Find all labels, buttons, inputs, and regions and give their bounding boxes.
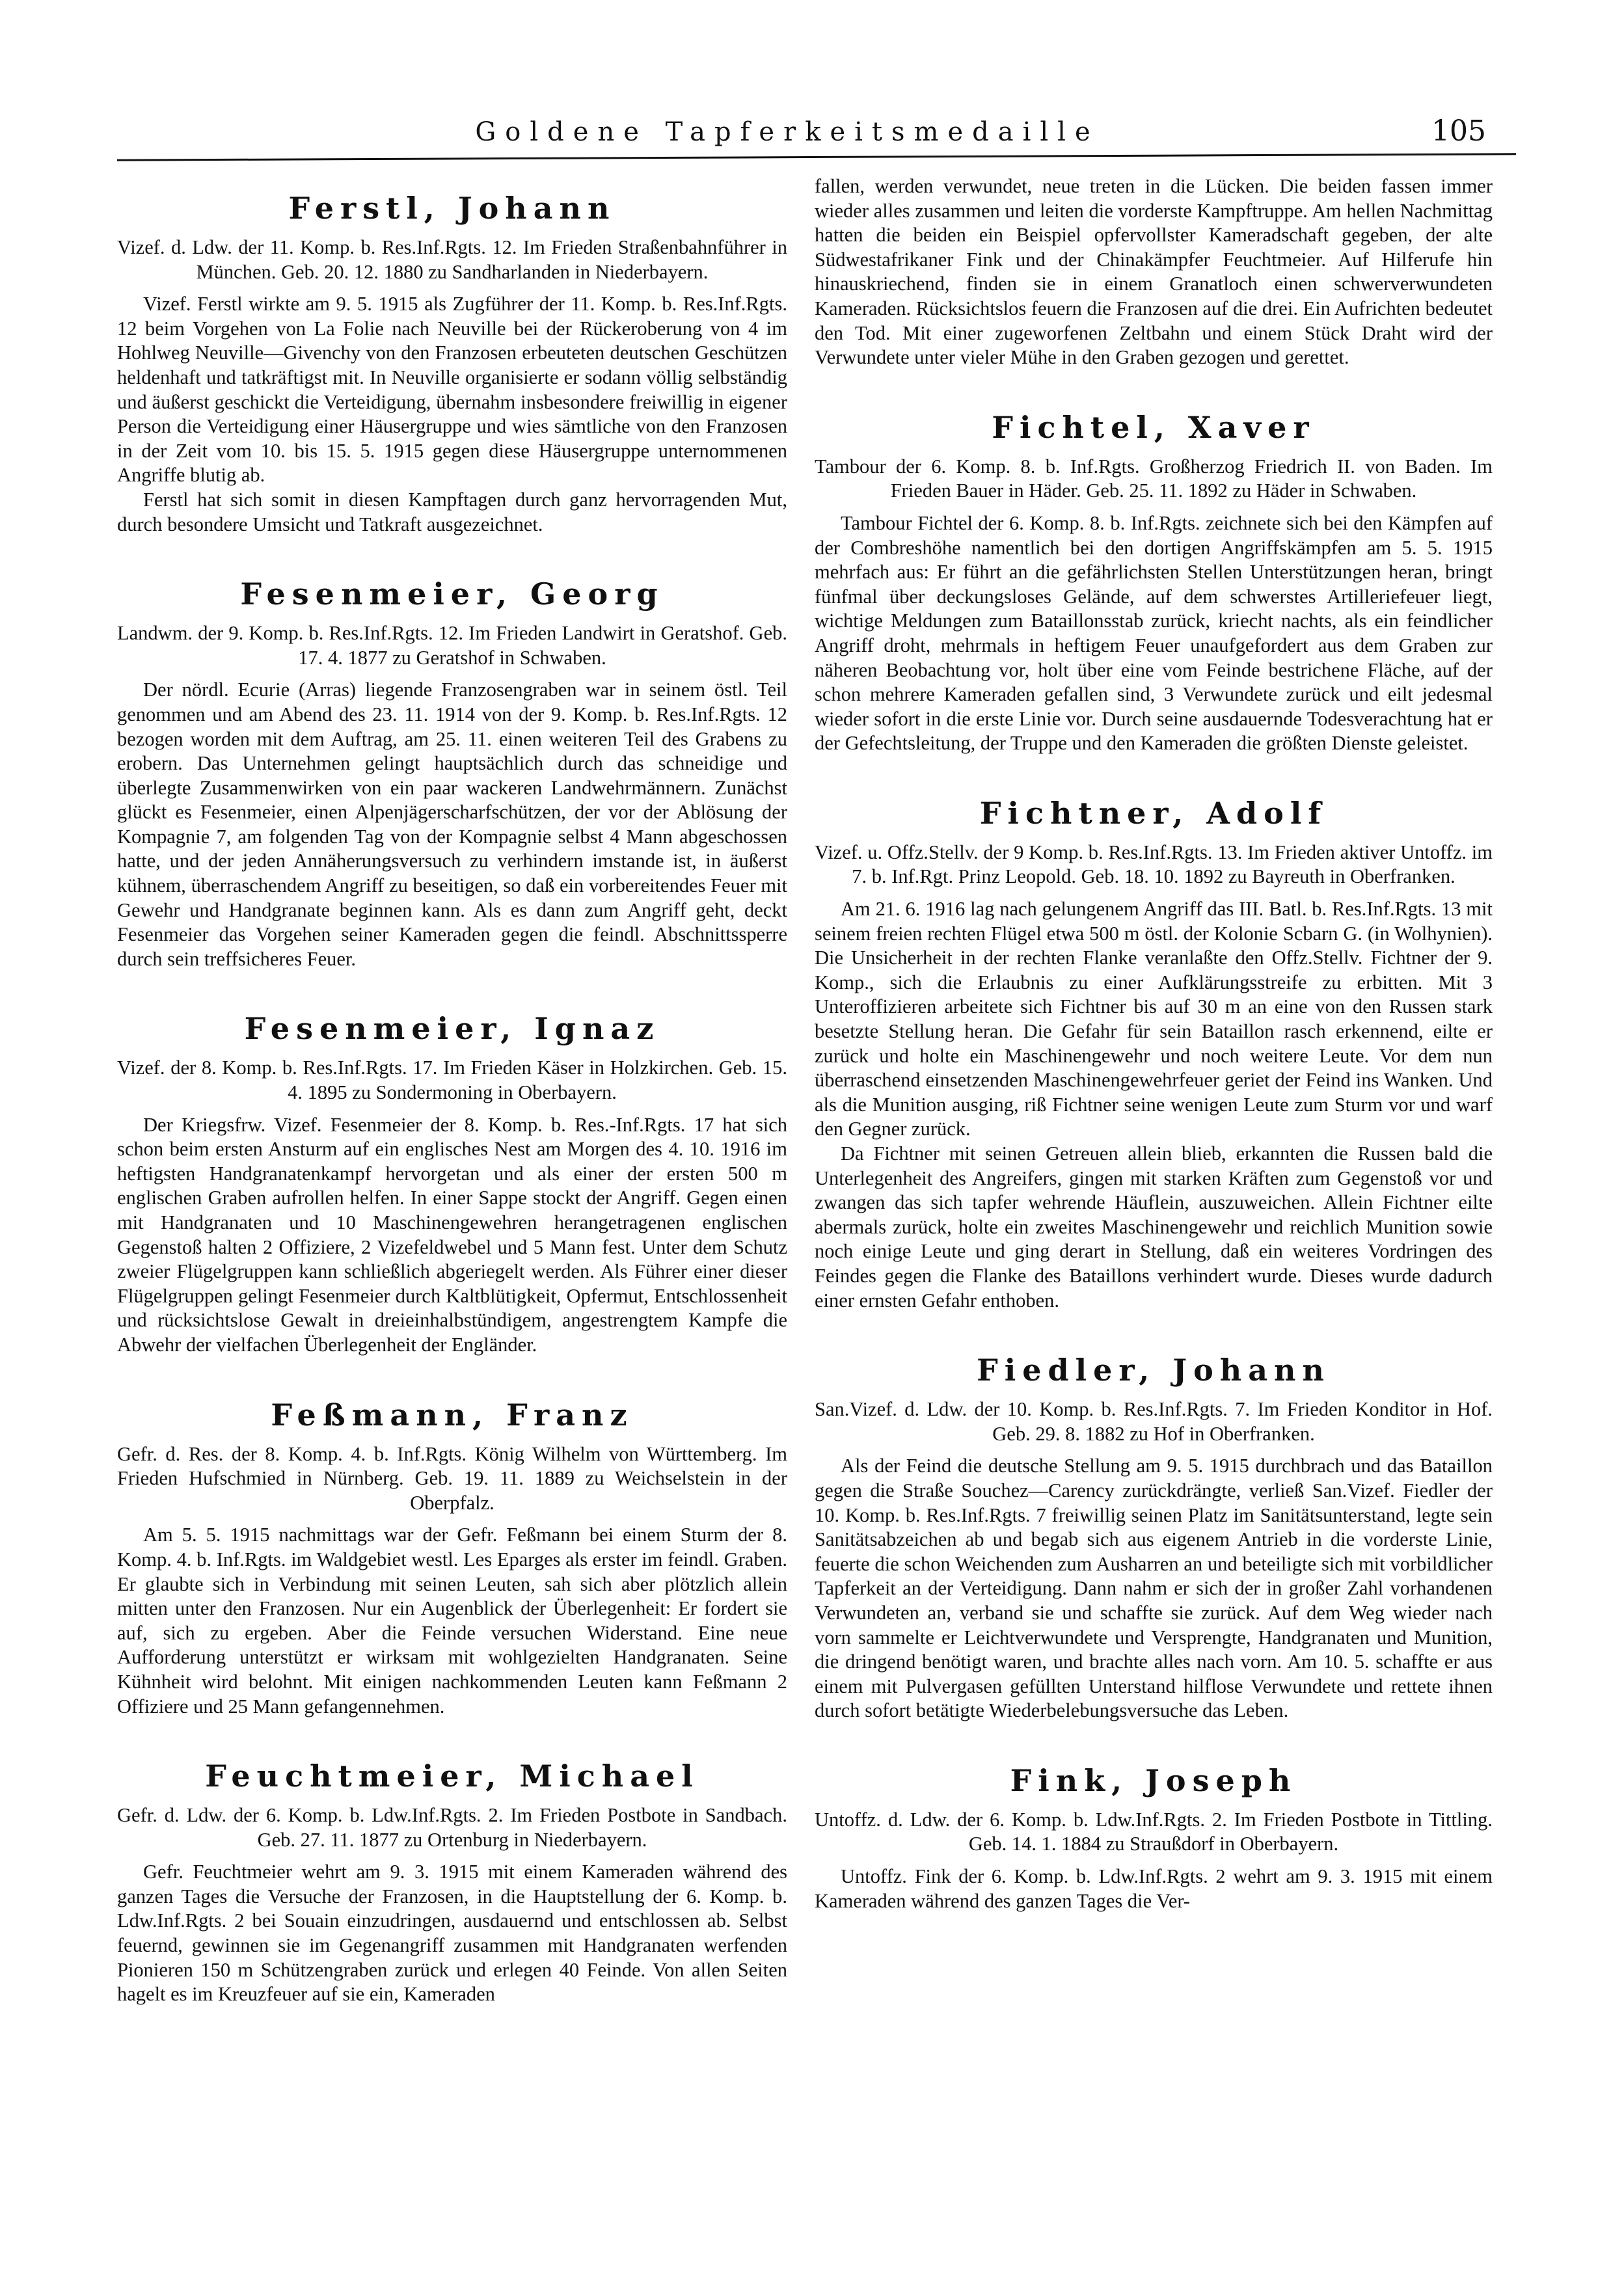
entry-paragraph: Da Fichtner mit seinen Getreuen allein blieb, erkannten die Russen bald die Unterlegenheit des Angreifers, gingen mit starken Kräften zum Gegenstoß vor und zwangen das sich tapfer wehrende Häuflein, auszuweichen. Allein Fichtner eilte abermals zurück, holte ein zweites Maschinengewehr und reichlich Munition sowie noch einige Leute und ging derart in Stellung, daß ein weiteres Vordringen des Feindes gegen die Flanke des Bataillons verhindert wurde. Dieses wurde dadurch einer ernsten Gefahr enthoben. — [815, 1142, 1493, 1312]
entry-info: Untoffz. d. Ldw. der 6. Komp. b. Ldw.Inf.Rgts. 2. Im Frieden Postbote in Tittling. Geb. 14. 1. 1884 zu Straußdorf in Oberbayern. — [815, 1808, 1493, 1855]
entry-name: Ferstl, Johann — [288, 191, 616, 226]
entry-info: Vizef. der 8. Komp. b. Res.Inf.Rgts. 17. Im Frieden Käser in Holzkirchen. Geb. 15. 4. 1895 zu Sondermoning in Oberbayern. — [117, 1057, 787, 1104]
entry-info: San.Vizef. d. Ldw. der 10. Komp. b. Res.Inf.Rgts. 7. Im Frieden Konditor in Hof. Geb. 29. 8. 1882 zu Hof in Oberfranken. — [815, 1398, 1493, 1445]
entry-fichtel — [815, 408, 1493, 756]
header-rule — [117, 153, 1516, 161]
page-number: 105 — [1431, 114, 1486, 148]
entry-fesenmeier-ignaz — [117, 1009, 787, 1357]
entry-ferstl — [117, 189, 787, 537]
entry-fichtner — [815, 794, 1493, 1313]
entry-paragraph: Untoffz. Fink der 6. Komp. b. Ldw.Inf.Rgts. 2 wehrt am 9. 3. 1915 mit einem Kameraden während des ganzen Tages die Ver- — [815, 1865, 1493, 1912]
entry-name: Fiedler, Johann — [977, 1353, 1331, 1388]
entry-fesenmeier-georg — [117, 574, 787, 971]
entry-name: Fichtel, Xaver — [992, 409, 1316, 445]
entry-info: Tambour der 6. Komp. 8. b. Inf.Rgts. Großherzog Friedrich II. von Baden. Im Frieden Bauer in Häder. Geb. 25. 11. 1892 zu Häder in Schwaben. — [815, 455, 1493, 502]
entry-name: Feßmann, Franz — [271, 1397, 634, 1433]
continued-paragraph: fallen, werden verwundet, neue treten in die Lücken. Die beiden fassen immer wieder alles zusammen und leiten die vorderste Kampftruppe. Am hellen Nachmittag hatten die beiden ein Beispiel opfervollster Kameradschaft gegeben, der alte Südwestafrikaner Fink und der Chinakämpfer Feuchtmeier. Auf Hilferufe hin hinauskriechend, finden sie in einem Granatloch einen schwerverwundeten Kameraden. Rücksichtslos feuern die Franzosen auf die drei. Ein Aufrichten bedeutet den Tod. Mit einer zugeworfenen Zeltbahn und einem Stück Draht wird der Verwundete unter vieler Mühe in den Graben gezogen und gerettet. — [815, 175, 1493, 369]
entry-paragraph: Am 21. 6. 1916 lag nach gelungenem Angriff das III. Batl. b. Res.Inf.Rgts. 13 mit seinem freien rechten Flügel etwa 500 m östl. der Kolonie Scbarn G. (in Wolhynien). Die Unsicherheit in der rechten Flanke veranlaßte den Offz.Stellv. Fichtner der 9. Komp., sich die Erlaubnis zu einer Aufklärungsstreife zu erbitten. Mit 3 Unteroffizieren arbeitete sich Fichtner bis auf 30 m an eine von den Russen stark besetzte Stellung heran. Die Gefahr für sein Bataillon rasch erkennend, eilte er zurück und holte ein Maschinengewehr und noch weitere Leute. Vor dem nun überraschend einsetzenden Maschinengewehrfeuer geriet der Feind ins Wanken. Und als die Munition ausging, riß Fichtner seine wenigen Leute zum Sturm vor und warf den Gegner zurück. — [815, 898, 1493, 1140]
entry-info: Vizef. d. Ldw. der 11. Komp. b. Res.Inf.Rgts. 12. Im Frieden Straßenbahnführer in München. Geb. 20. 12. 1880 zu Sandharlanden in Niederbayern. — [117, 236, 787, 283]
entry-name: Fesenmeier, Ignaz — [244, 1011, 660, 1047]
entry-paragraph: Als der Feind die deutsche Stellung am 9. 5. 1915 durchbrach und das Bataillon gegen die Straße Souchez—Carency zurückdrängte, verließ San.Vizef. Fiedler der 10. Komp. b. Res.Inf.Rgts. 7 freiwillig seinen Platz im Sanitätsunterstand, legte sein Sanitätsabzeichen ab und begab sich aus eigenem Antrieb in die vorderste Linie, feuerte die schon Weichenden zum Ausharren an und beteiligte sich mit vorbildlicher Tapferkeit an der Verteidigung. Dann nahm er sich der in großer Zahl vorhandenen Verwundeten an, verband sie und schaffte sie zurück. Auf dem Weg wieder nach vorn sammelte er Leichtverwundete und Versprengte, Handgranaten und Munition, die dringend benötigt waren, und brachte alles nach vorn. Am 10. 5. schaffte er aus einem mit Pulvergasen gefüllten Unterstand hilflose Verwundete und rettete ihnen durch sofort betätigte Wiederbelebungsversuche das Leben. — [815, 1455, 1493, 1722]
entry-fink — [815, 1761, 1493, 1913]
entry-info: Gefr. d. Ldw. der 6. Komp. b. Ldw.Inf.Rgts. 2. Im Frieden Postbote in Sandbach. Geb. 27. 11. 1877 zu Ortenburg in Niederbayern. — [117, 1804, 787, 1851]
entry-info: Gefr. d. Res. der 8. Komp. 4. b. Inf.Rgts. König Wilhelm von Württemberg. Im Frieden Hufschmied in Nürnberg. Geb. 19. 11. 1889 zu Weichselstein in der Oberpfalz. — [117, 1442, 787, 1514]
running-header: Goldene Tapferkeitsmedaille — [475, 117, 1100, 147]
entry-name: Fink, Joseph — [1010, 1762, 1297, 1798]
entry-fiedler — [815, 1351, 1493, 1723]
entry-paragraph: Tambour Fichtel der 6. Komp. 8. b. Inf.Rgts. zeichnete sich bei den Kämpfen auf der Combreshöhe namentlich bei den dortigen Angriffskämpfen am 5. 5. 1915 mehrfach aus: Er führt an die gefährlichsten Stellen Unterstützungen heran, bringt fünfmal über deckungsloses Gelände, auf dem schwerstes Artilleriefeuer liegt, wichtige Meldungen zum Bataillonsstab zurück, kriecht nachts, als ein feindlicher Angriff droht, mehrmals in heftigem Feuer unaufgefordert aus dem Graben zur näheren Beobachtung vor, holt über eine vom Feinde bestrichene Fläche, auf der schon mehrere Kameraden gefallen sind, 3 Verwundete zurück und eilt jedesmal wieder sofort in die erste Linie vor. Durch seine ausdauernde Todesverachtung hat er der Gefechtsleitung, der Truppe und den Kameraden die größten Dienste geleistet. — [815, 511, 1493, 755]
entry-feuchtmeier — [117, 1757, 787, 2007]
entry-paragraph: Der nördl. Ecurie (Arras) liegende Franzosengraben war in seinem östl. Teil genommen und am Abend des 23. 11. 1914 von der 9. Komp. b. Res.Inf.Rgts. 12 bezogen worden mit dem Auftrag, am 25. 11. einen weiteren Teil des Grabens zu erobern. Das Unternehmen gelingt hauptsächlich durch das schneidige und überlegte Zusammenwirken von ein paar wackeren Landwehrmännern. Zunächst glückt es Fesenmeier, einen Alpenjägerscharfschützen, der vor der Ablösung der Kompagnie 7, am folgenden Tag von der Kompagnie selbst 4 Mann abgeschossen hatte, und der jeden Annäherungsversuch zu verhindern imstande ist, in äußerst kühnem, überraschendem Angriff zu beseitigen, so daß ein vorbereitendes Feuer mit Gewehr und Handgranate beginnen kann. Als es dann zum Angriff geht, deckt Fesenmeier das Vorgehen seiner Kameraden gegen die feindl. Abschnittssperre durch sein treffsicheres Feuer. — [117, 679, 787, 970]
entry-name: Fesenmeier, Georg — [240, 576, 664, 612]
entry-paragraph: Am 5. 5. 1915 nachmittags war der Gefr. Feßmann bei einem Sturm der 8. Komp. 4. b. Inf.Rgts. im Waldgebiet westl. Les Eparges als erster im feindl. Graben. Er glaubte sich in Verbindung mit seinen Leuten, sah sich aber plötzlich allein mitten unter den Franzosen. Nur ein Augenblick der Überlegenheit: Er fordert sie auf, sich zu ergeben. Aber die Feinde versuchen Widerstand. Eine neue Aufforderung unterstützt er wirksam mit wohlgezielten Handgranaten. Seine Kühnheit wird belohnt. Mit einigen nachkommenden Leuten kann Feßmann 2 Offiziere und 25 Mann gefangennehmen. — [117, 1524, 787, 1717]
entry-paragraph: Vizef. Ferstl wirkte am 9. 5. 1915 als Zugführer der 11. Komp. b. Res.Inf.Rgts. 12 beim Vorgehen von La Folie nach Neuville bei der Rückeroberung von 4 im Hohlweg Neuville—Givenchy von den Franzosen erbeuteten deutschen Geschützen heldenhaft und tatkräftigst mit. In Neuville organisierte er sodann völlig selbständig und äußerst geschickt die Verteidigung, übernahm insbesondere freiwillig in eigener Person die Verteidigung einer Häusergruppe und wies sämtliche von den Franzosen in der Zeit vom 10. bis 15. 5. 1915 gegen diese Häusergruppe unternommenen Angriffe blutig ab. — [117, 293, 787, 487]
entry-paragraph: Der Kriegsfrw. Vizef. Fesenmeier der 8. Komp. b. Res.-Inf.Rgts. 17 hat sich schon beim ersten Ansturm auf ein englisches Nest am Morgen des 4. 10. 1916 im heftigsten Handgranatenkampf hervorgetan und als einer der ersten 500 m englischen Graben aufrollen helfen. In einer Sappe stockt der Angriff. Gegen einen mit Handgranaten und 10 Maschinengewehren herangetragenen englischen Gegenstoß halten 2 Offiziere, 2 Vizefeldwebel und 5 Mann fest. Unter dem Schutz zweier Flügelgruppen kann schließlich abgeriegelt werden. Als Führer einer dieser Flügelgruppen gelingt Fesenmeier durch Kaltblütigkeit, Opfermut, Entschlossenheit und rücksichtslose Gewalt in dreieinhalbstündigem, angestrengtem Kampfe die Abwehr der vielfachen Überlegenheit der Engländer. — [117, 1113, 787, 1356]
entry-paragraph: Ferstl hat sich somit in diesen Kampftagen durch ganz hervorragenden Mut, durch besondere Umsicht und Tatkraft ausgezeichnet. — [117, 488, 787, 535]
entry-name: Fichtner, Adolf — [979, 795, 1328, 831]
left-column — [117, 189, 787, 2045]
entry-name: Feuchtmeier, Michael — [205, 1758, 699, 1794]
entry-paragraph: Gefr. Feuchtmeier wehrt am 9. 3. 1915 mit einem Kameraden während des ganzen Tages die Versuche der Franzosen, in die Hauptstellung der 6. Komp. b. Ldw.Inf.Rgts. 2 bei Souain einzudringen, ausdauernd und entschlossen ab. Selbst feuernd, gewinnen sie im Gegenangriff zusammen mit Handgranaten werfenden Pionieren 150 m Schützengraben zurück und erlegen 40 Feinde. Von allen Seiten hagelt es im Kreuzfeuer auf sie ein, Kameraden — [117, 1861, 787, 2006]
entry-info: Landwm. der 9. Komp. b. Res.Inf.Rgts. 12. Im Frieden Landwirt in Geratshof. Geb. 17. 4. 1877 zu Geratshof in Schwaben. — [117, 622, 787, 669]
entry-continuation — [815, 174, 1493, 370]
right-column — [815, 174, 1493, 1951]
entry-fessmann — [117, 1395, 787, 1719]
entry-info: Vizef. u. Offz.Stellv. der 9 Komp. b. Res.Inf.Rgts. 13. Im Frieden aktiver Untoffz. im 7. b. Inf.Rgt. Prinz Leopold. Geb. 18. 10. 1892 zu Bayreuth in Oberfranken. — [815, 841, 1493, 888]
